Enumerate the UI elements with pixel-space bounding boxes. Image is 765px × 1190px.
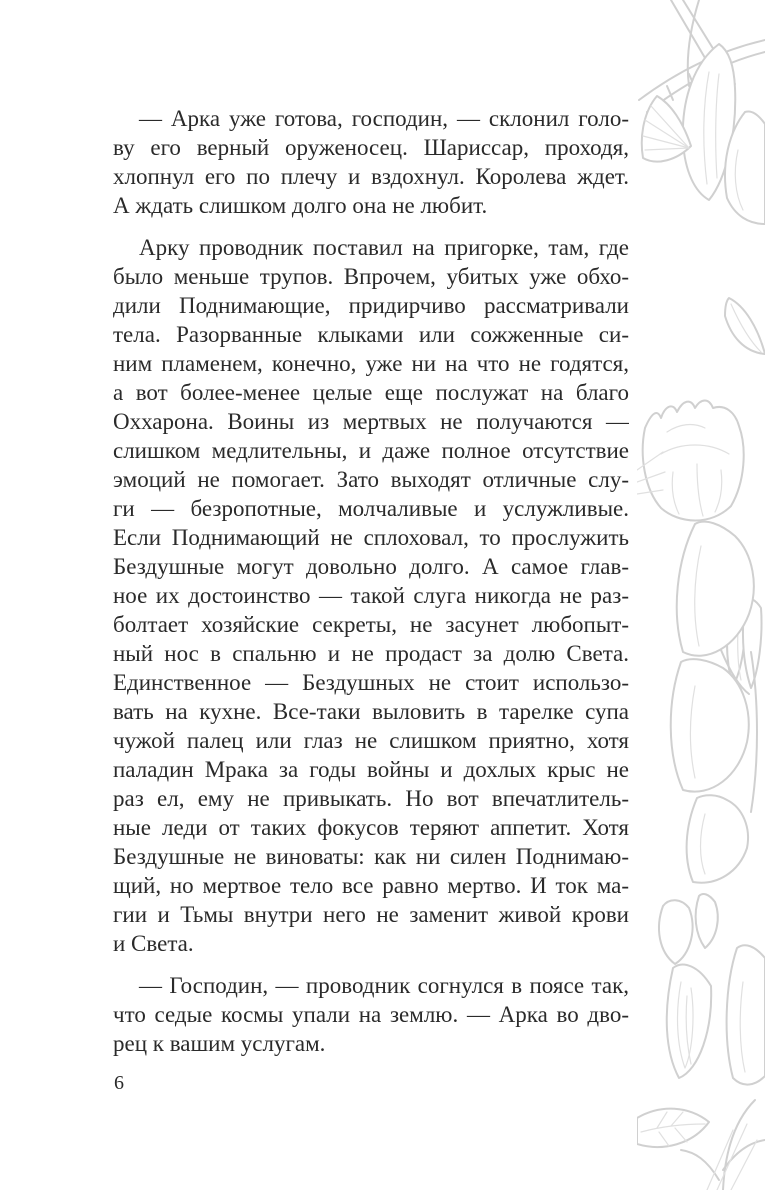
- text-line: а вот более-менее целые еще послужат на благо: [113, 380, 629, 405]
- text-line: хлопнул его по плечу и вздохнул. Королева ждет.: [113, 164, 629, 189]
- text-line: раз ел, ему не привыкать. Но вот впечатлитель-: [113, 786, 629, 811]
- text-line: ные леди от таких фокусов теряют аппетит. Хотя: [113, 815, 629, 840]
- text-line: — Господин, — проводник согнулся в поясе так,: [139, 973, 629, 998]
- text-line: тела. Разорванные клыками или сожженные си-: [113, 322, 629, 347]
- page-number: 6: [114, 1072, 124, 1094]
- peony-floral-ornament-icon: [637, 0, 765, 1190]
- text-line: Арку проводник поставил на пригорке, там, где: [139, 235, 629, 260]
- text-line: было меньше трупов. Впрочем, убитых уже обхо-: [113, 264, 629, 289]
- text-line: Если Поднимающий не сплоховал, то прослужить: [113, 525, 629, 550]
- text-line: эмоций не помогает. Зато выходят отличные слу-: [113, 467, 629, 492]
- paragraph: [113, 233, 629, 958]
- text-line: А ждать слишком долго она не любит.: [113, 193, 488, 218]
- text-line: щий, но мертвое тело все равно мертво. И ток ма-: [113, 873, 629, 898]
- text-line: вать на кухне. Все-таки выловить в тарелке супа: [113, 699, 629, 724]
- text-line: слишком медлительны, и даже полное отсутствие: [113, 438, 629, 463]
- page-text: [113, 104, 629, 1058]
- text-line: Бездушные не виноваты: как ни силен Поднимаю-: [113, 844, 629, 869]
- text-line: Бездушные могут довольно долго. А самое глав-: [113, 554, 629, 579]
- text-line: ги — безропотные, молчаливые и услужливые.: [113, 496, 629, 521]
- text-line: болтает хозяйские секреты, не засунет любопыт-: [113, 612, 629, 637]
- paragraph: [113, 104, 629, 220]
- text-line: ним пламенем, конечно, уже ни на что не годятся,: [113, 351, 629, 376]
- text-line: ву его верный оруженосец. Шариссар, проходя,: [113, 135, 629, 160]
- text-line: — Арка уже готова, господин, — склонил голо-: [139, 106, 629, 131]
- paragraph: [113, 971, 629, 1058]
- text-line: чужой палец или глаз не слишком приятно, хотя: [113, 728, 629, 753]
- text-line: и Света.: [113, 931, 194, 956]
- text-line: ное их достоинство — такой слуга никогда не раз-: [113, 583, 629, 608]
- text-line: рец к вашим услугам.: [113, 1031, 326, 1056]
- text-line: паладин Мрака за годы войны и дохлых крыс не: [113, 757, 629, 782]
- text-line: дили Поднимающие, придирчиво рассматривали: [113, 293, 629, 318]
- text-line: Единственное — Бездушных не стоит использо-: [113, 670, 629, 695]
- text-line: что седые космы упали на землю. — Арка во дво-: [113, 1002, 629, 1027]
- text-line: ный нос в спальню и не продаст за долю Света.: [113, 641, 629, 666]
- text-line: Оххарона. Воины из мертвых не получаются —: [113, 409, 629, 434]
- text-line: гии и Тьмы внутри него не заменит живой крови: [113, 902, 629, 927]
